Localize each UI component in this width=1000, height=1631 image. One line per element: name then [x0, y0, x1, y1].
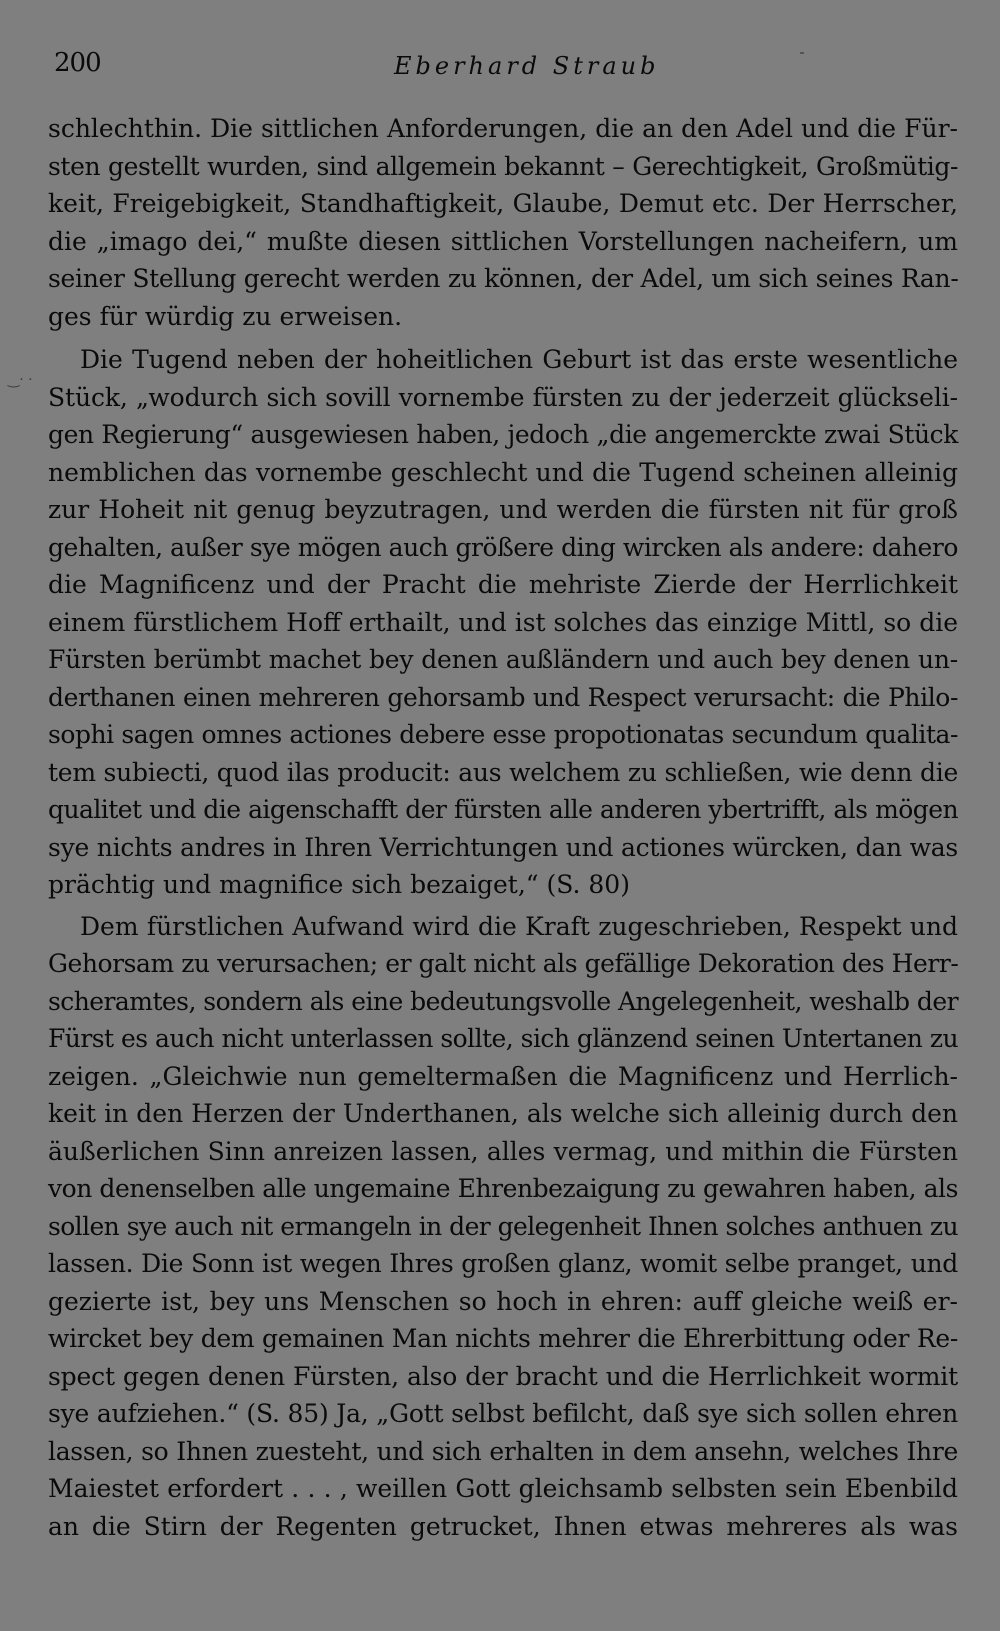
text-line: ges für würdig zu erweisen.: [48, 301, 403, 331]
text-line: zeigen. „Gleichwie nun gemeltermaßen die Magnificenz und Herrlich-: [48, 1061, 958, 1091]
page-number: 200: [54, 48, 101, 78]
text-line: die „imago dei,“ mußte diesen sittlichen Vorstellungen nacheifern, um: [48, 226, 958, 256]
text-line: einem fürstlichem Hoff erthailt, und ist solches das einzige Mittl, so die: [48, 607, 958, 637]
text-line: von denenselben alle ungemaine Ehrenbezaigung zu gewahren haben, als: [48, 1174, 958, 1203]
scan-speck: [800, 52, 804, 54]
body-text: [48, 110, 958, 1545]
text-line: nemblichen das vornembe geschlecht und die Tugend scheinen alleinig: [48, 457, 958, 487]
text-line: gen Regierung“ ausgewiesen haben, jedoch „die angemerckte zwai Stück: [48, 420, 958, 449]
text-line: Die Tugend neben der hoheitlichen Geburt ist das erste wesentliche: [80, 345, 958, 374]
text-line: sollen sye auch nit ermangeln in der gelegenheit Ihnen solches anthuen zu: [48, 1211, 958, 1241]
text-line: Dem fürstlichen Aufwand wird die Kraft zugeschrieben, Respekt und: [80, 911, 958, 941]
margin-mark: ‿· ·: [8, 372, 33, 388]
text-line: tem subiecti, quod ilas producit: aus welchem zu schließen, wie denn die: [48, 757, 958, 787]
running-head: Eberhard Straub: [394, 52, 660, 80]
text-line: Fürst es auch nicht unterlassen sollte, sich glänzend seinen Untertanen zu: [48, 1024, 958, 1053]
text-line: schlechthin. Die sittlichen Anforderungen, die an den Adel und die Für-: [48, 114, 958, 143]
text-line: sye aufziehen.“ (S. 85) Ja, „Gott selbst befilcht, daß sye sich sollen ehren: [48, 1399, 958, 1428]
text-line: die Magnificenz und der Pracht die mehriste Zierde der Herrlichkeit: [48, 570, 958, 599]
text-line: Maiestet erfordert . . . , weillen Gott gleichsamb selbsten sein Ebenbild: [48, 1474, 958, 1503]
page-header: [54, 48, 954, 88]
text-line: lassen, so Ihnen zuesteht, und sich erhalten in dem ansehn, welches Ihre: [48, 1436, 958, 1466]
paragraph-2-quote: [48, 341, 958, 379]
text-line: sophi sagen omnes actiones debere esse propotionatas secundum qualita-: [48, 720, 958, 749]
paragraph-3-first: [48, 908, 958, 946]
text-line: lassen. Die Sonn ist wegen Ihres großen glanz, womit selbe pranget, und: [48, 1249, 958, 1278]
text-line: sye nichts andres in Ihren Verrichtungen und actiones würcken, dan was: [48, 832, 958, 862]
paragraph-1: [48, 110, 958, 335]
text-line: sten gestellt wurden, sind allgemein bekannt – Gerechtigkeit, Großmütig-: [48, 151, 958, 181]
text-line: scheramtes, sondern als eine bedeutungsvolle Angelegenheit, weshalb der: [48, 986, 958, 1016]
text-line: keit in den Herzen der Underthanen, als welche sich alleinig durch den: [48, 1099, 958, 1128]
text-line: an die Stirn der Regenten getrucket, Ihnen etwas mehreres als was: [48, 1511, 958, 1541]
text-line: keit, Freigebigkeit, Standhaftigkeit, Glaube, Demut etc. Der Herrscher,: [48, 189, 958, 218]
text-line: äußerlichen Sinn anreizen lassen, alles vermag, und mithin die Fürsten: [48, 1136, 958, 1166]
paragraph-3: [48, 945, 958, 1545]
text-line: qualitet und die aigenschafft der fürsten alle anderen ybertrifft, als mögen: [48, 795, 958, 824]
text-line: Fürsten berümbt machet bey denen außländern und auch bey denen un-: [48, 645, 958, 674]
text-line: derthanen einen mehreren gehorsamb und Respect verursacht: die Philo-: [48, 682, 958, 712]
text-line: gehalten, außer sye mögen auch größere ding wircken als andere: dahero: [48, 532, 958, 562]
text-line: spect gegen denen Fürsten, also der bracht und die Herrlichkeit wormit: [48, 1361, 958, 1391]
text-line: zur Hoheit nit genug beyzutragen, und werden die fürsten nit für groß: [48, 495, 958, 524]
paragraph-2-quote-cont: [48, 379, 958, 904]
text-line: prächtig und magnifice sich bezaiget,“ (S. 80): [48, 870, 630, 899]
text-line: Gehorsam zu verursachen; er galt nicht als gefällige Dekoration des Herr-: [48, 949, 959, 978]
text-line: Stück, „wodurch sich sovill vornembe fürsten zu der jederzeit glückseli-: [48, 382, 958, 412]
text-line: seiner Stellung gerecht werden zu können, der Adel, um sich seines Ran-: [48, 264, 959, 293]
text-line: wircket bey dem gemainen Man nichts mehrer die Ehrerbittung oder Re-: [48, 1324, 958, 1353]
text-line: gezierte ist, bey uns Menschen so hoch in ehren: auff gleiche weiß er-: [48, 1286, 958, 1316]
